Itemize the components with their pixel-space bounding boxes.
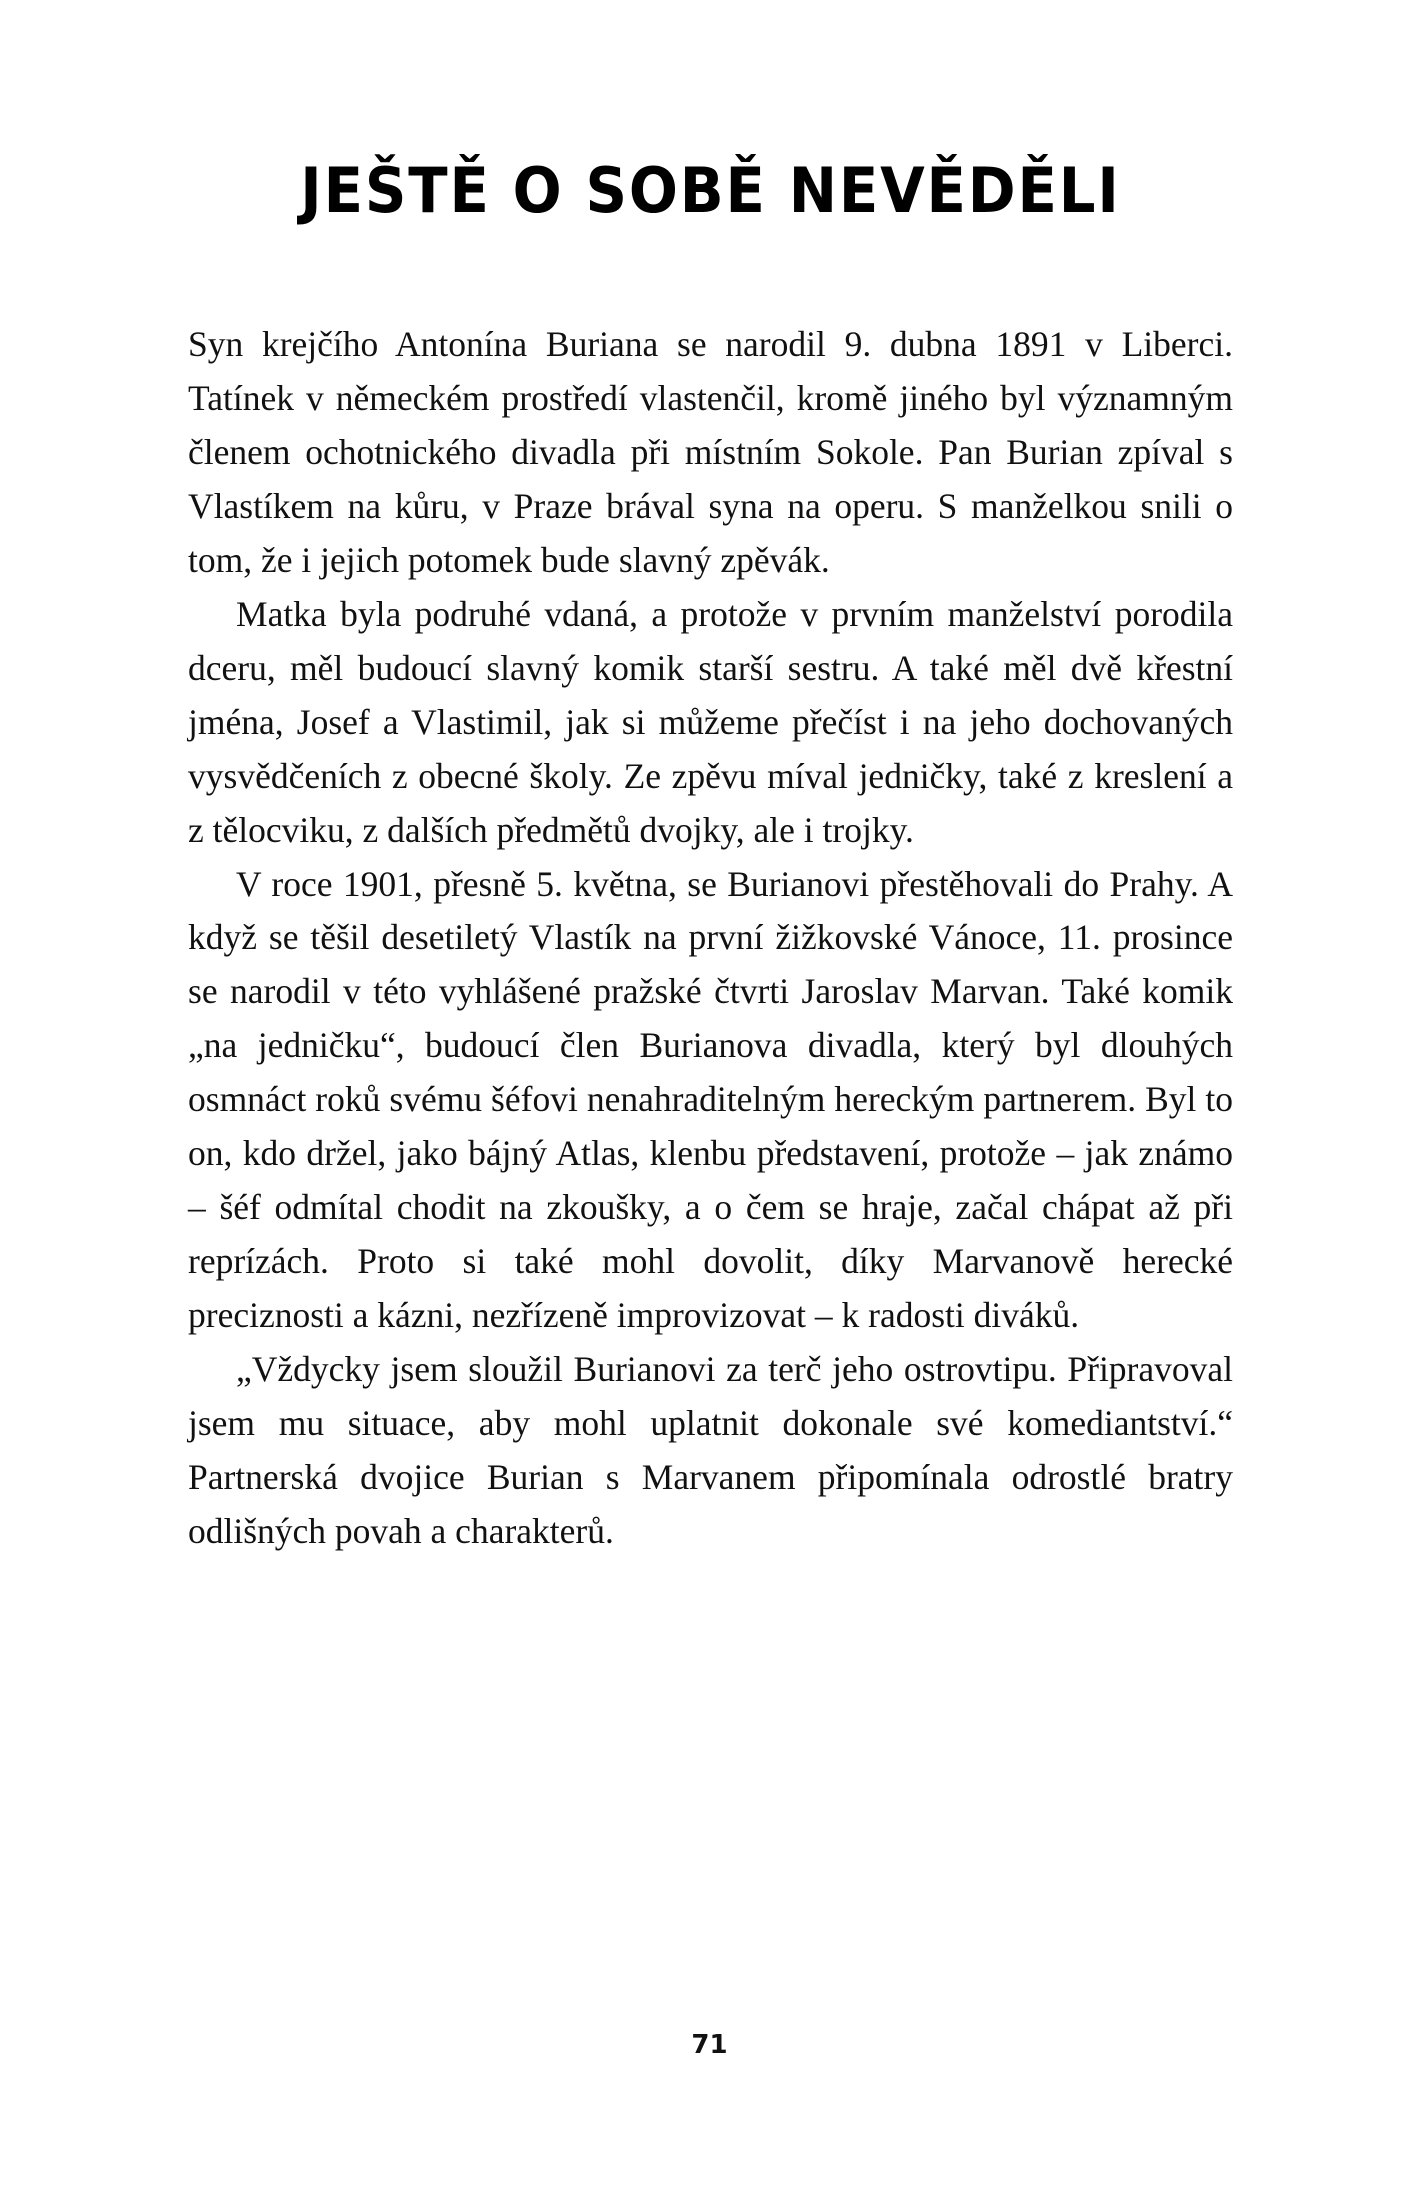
body-paragraph-4: „Vždycky jsem sloužil Burianovi za terč jeho ostrovtipu. Připravoval jsem mu situace, aby mohl uplatnit dokonale své komediantství.“ Partnerská dvojice Burian s Marvanem připomínala odrostlé bratry odlišných povah a charakterů.: [188, 1349, 1233, 1551]
body-paragraph-1: Syn krejčího Antonína Buriana se narodil 9. dubna 1891 v Liberci. Tatínek v německém prostředí vlastenčil, kromě jiného byl významným členem ochotnického divadla při místním Sokole. Pan Burian zpíval s Vlastíkem na kůru, v Praze brával syna na operu. S manželkou snili o tom, že i jejich potomek bude slavný zpěvák.: [188, 324, 1233, 580]
body-paragraph-2: Matka byla podruhé vdaná, a protože v prvním manželství porodila dceru, měl budoucí slavný komik starší sestru. A také měl dvě křestní jména, Josef a Vlastimil, jak si můžeme přečíst i na jeho dochovaných vysvědčeních z obecné školy. Ze zpěvu míval jedničky, také z kreslení a z tělocviku, z dalších předmětů dvojky, ale i trojky.: [188, 593, 1233, 850]
body-paragraph-3: V roce 1901, přesně 5. května, se Burianovi přestěhovali do Prahy. A když se těšil desetiletý Vlastík na první žižkovské Vánoce, 11. prosince se narodil v této vyhlášené pražské čtvrti Jaroslav Marvan. Také komik „na jedničku“, budoucí člen Burianova divadla, který byl dlouhých osmnáct roků svému šéfovi nenahraditelným hereckým partnerem. Byl to on, kdo držel, jako bájný Atlas, klenbu představení, protože – jak známo – šéf odmítal chodit na zkoušky, a o čem se hraje, začal chápat až při reprízách. Proto si také mohl dovolit, díky Marvanově herecké preciznosti a kázni, nezřízeně improvizovat – k radosti diváků.: [188, 863, 1233, 1336]
page-title: JEŠTĚ O SOBĚ NEVĚDĚLI: [300, 154, 1121, 227]
page-number: 71: [691, 2030, 728, 2060]
page-content: [188, 0, 1233, 1559]
